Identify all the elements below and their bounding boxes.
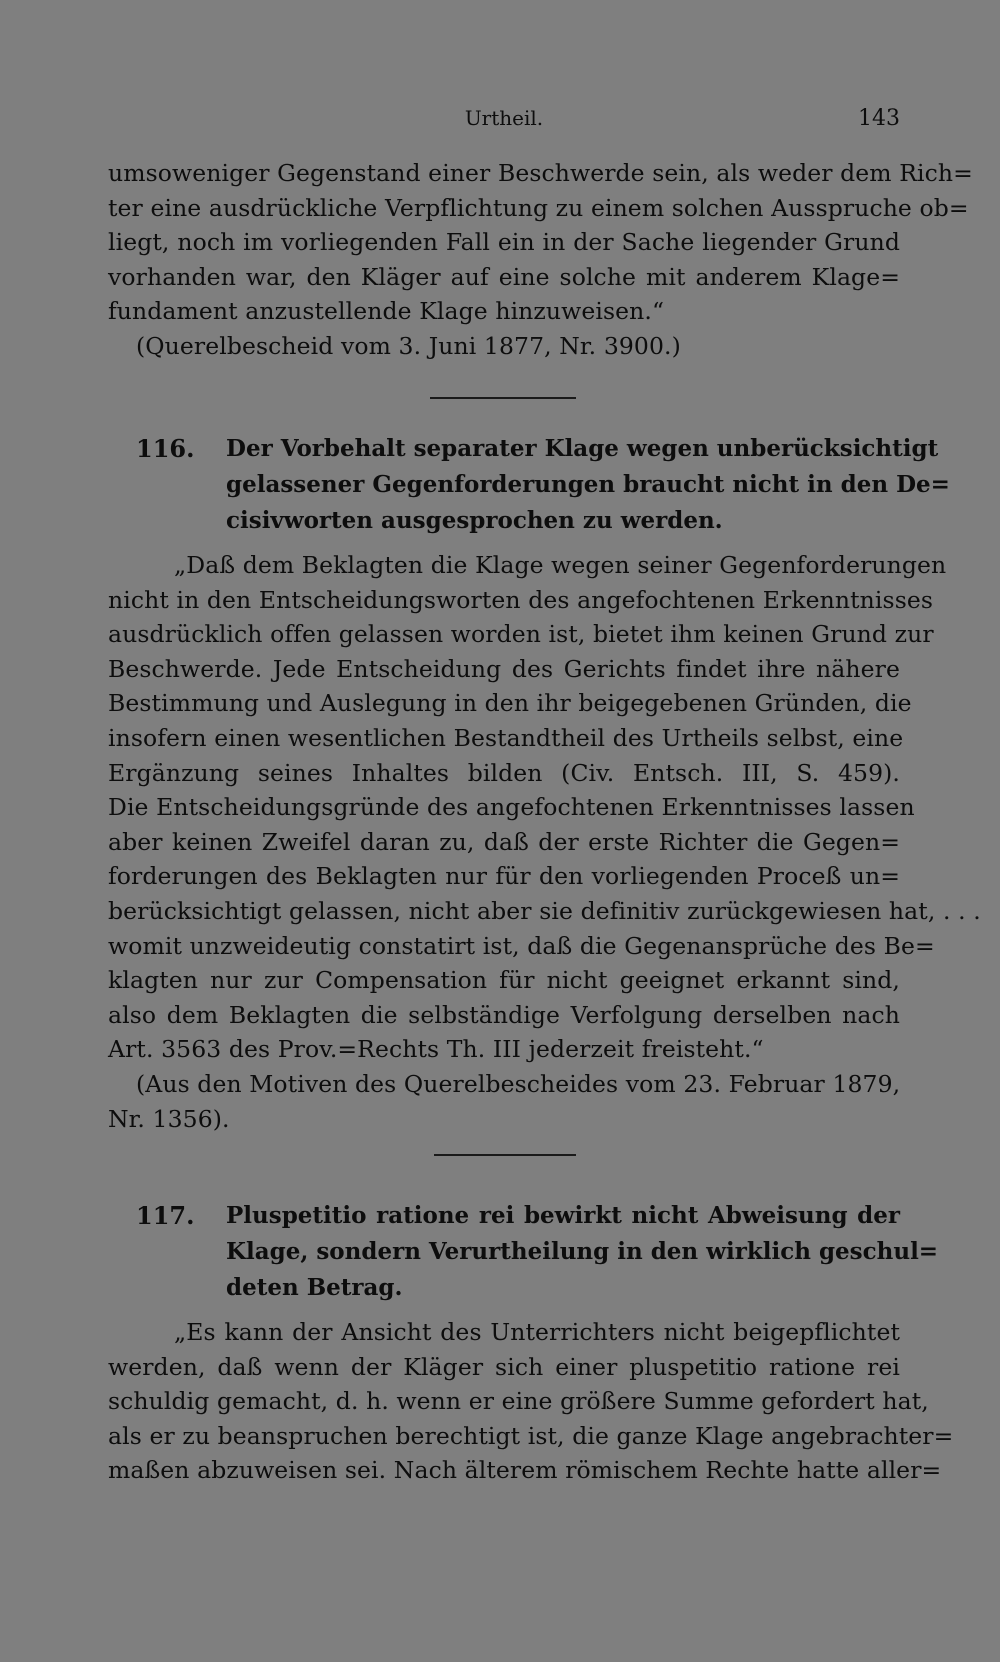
text-line: fundament anzustellende Klage hinzuweisen.“ bbox=[108, 297, 665, 326]
text-line: ter eine ausdrückliche Verpflichtung zu einem solchen Ausspruche ob= bbox=[108, 193, 969, 222]
text-line: berücksichtigt gelassen, nicht aber sie definitiv zurückgewiesen hat, . . . bbox=[108, 896, 981, 925]
section-divider bbox=[434, 1154, 576, 1156]
citation: (Querelbescheid vom 3. Juni 1877, Nr. 3900.) bbox=[136, 331, 681, 360]
text-line: Bestimmung und Auslegung in den ihr beigegebenen Gründen, die bbox=[108, 689, 912, 718]
running-title: Urtheil. bbox=[464, 106, 544, 130]
text-line: umsoweniger Gegenstand einer Beschwerde sein, als weder dem Rich= bbox=[108, 159, 973, 187]
text-line: liegt, noch im vorliegenden Fall ein in der Sache liegender Grund bbox=[108, 228, 900, 257]
text-line: Art. 3563 des Prov.=Rechts Th. III jederzeit freisteht.“ bbox=[108, 1035, 764, 1064]
text-line: schuldig gemacht, d. h. wenn er eine größere Summe gefordert hat, bbox=[108, 1387, 929, 1416]
paragraph-continuation bbox=[108, 156, 973, 364]
text-line: maßen abzuweisen sei. Nach älterem römischem Rechte hatte aller= bbox=[108, 1456, 942, 1485]
text-line: Ergänzung seines Inhaltes bilden (Civ. Entsch. III, S. 459). bbox=[108, 758, 900, 787]
heading-line: Klage, sondern Verurtheilung in den wirklich geschul= bbox=[226, 1238, 939, 1265]
heading-line: Der Vorbehalt separater Klage wegen unberücksichtigt bbox=[226, 435, 939, 462]
section-divider bbox=[430, 397, 576, 399]
text-line: als er zu beanspruchen berechtigt ist, die ganze Klage angebrachter= bbox=[108, 1421, 954, 1450]
heading-line: Pluspetitio ratione rei bewirkt nicht Abweisung der bbox=[226, 1202, 900, 1229]
section-116-body bbox=[108, 548, 981, 1136]
section-number: 116. bbox=[136, 434, 195, 463]
section-116-heading bbox=[136, 431, 950, 539]
text-line: also dem Beklagten die selbständige Verfolgung derselben nach bbox=[108, 1000, 900, 1029]
section-117-body bbox=[108, 1315, 954, 1488]
text-line: ausdrücklich offen gelassen worden ist, bietet ihm keinen Grund zur bbox=[108, 620, 934, 649]
text-line: klagten nur zur Compensation für nicht geeignet erkannt sind, bbox=[108, 966, 900, 995]
section-number: 117. bbox=[136, 1201, 195, 1230]
text-line: „Daß dem Beklagten die Klage wegen seiner Gegenforderungen bbox=[174, 551, 947, 579]
citation: Nr. 1356). bbox=[108, 1104, 230, 1133]
heading-line: deten Betrag. bbox=[226, 1274, 403, 1301]
text-line: „Es kann der Ansicht des Unterrichters nicht beigepflichtet bbox=[174, 1318, 900, 1346]
citation: (Aus den Motiven des Querelbescheides vom 23. Februar 1879, bbox=[136, 1069, 901, 1098]
text-line: womit unzweideutig constatirt ist, daß die Gegenansprüche des Be= bbox=[108, 931, 935, 960]
heading-line: gelassener Gegenforderungen braucht nicht in den De= bbox=[226, 471, 950, 498]
text-line: Beschwerde. Jede Entscheidung des Gerichts findet ihre nähere bbox=[108, 654, 900, 683]
page-number: 143 bbox=[858, 106, 900, 131]
page-header bbox=[108, 104, 900, 138]
text-line: aber keinen Zweifel daran zu, daß der erste Richter die Gegen= bbox=[108, 827, 900, 856]
text-line: Die Entscheidungsgründe des angefochtenen Erkenntnisses lassen bbox=[108, 793, 915, 822]
text-line: forderungen des Beklagten nur für den vorliegenden Proceß un= bbox=[108, 862, 900, 891]
text-line: insofern einen wesentlichen Bestandtheil des Urtheils selbst, eine bbox=[108, 723, 904, 752]
heading-line: cisivworten ausgesprochen zu werden. bbox=[226, 507, 723, 534]
text-line: nicht in den Entscheidungsworten des angefochtenen Erkenntnisses bbox=[108, 585, 934, 614]
section-117-heading bbox=[136, 1198, 939, 1306]
text-line: vorhanden war, den Kläger auf eine solche mit anderem Klage= bbox=[108, 262, 900, 291]
text-line: werden, daß wenn der Kläger sich einer pluspetitio ratione rei bbox=[108, 1352, 900, 1381]
